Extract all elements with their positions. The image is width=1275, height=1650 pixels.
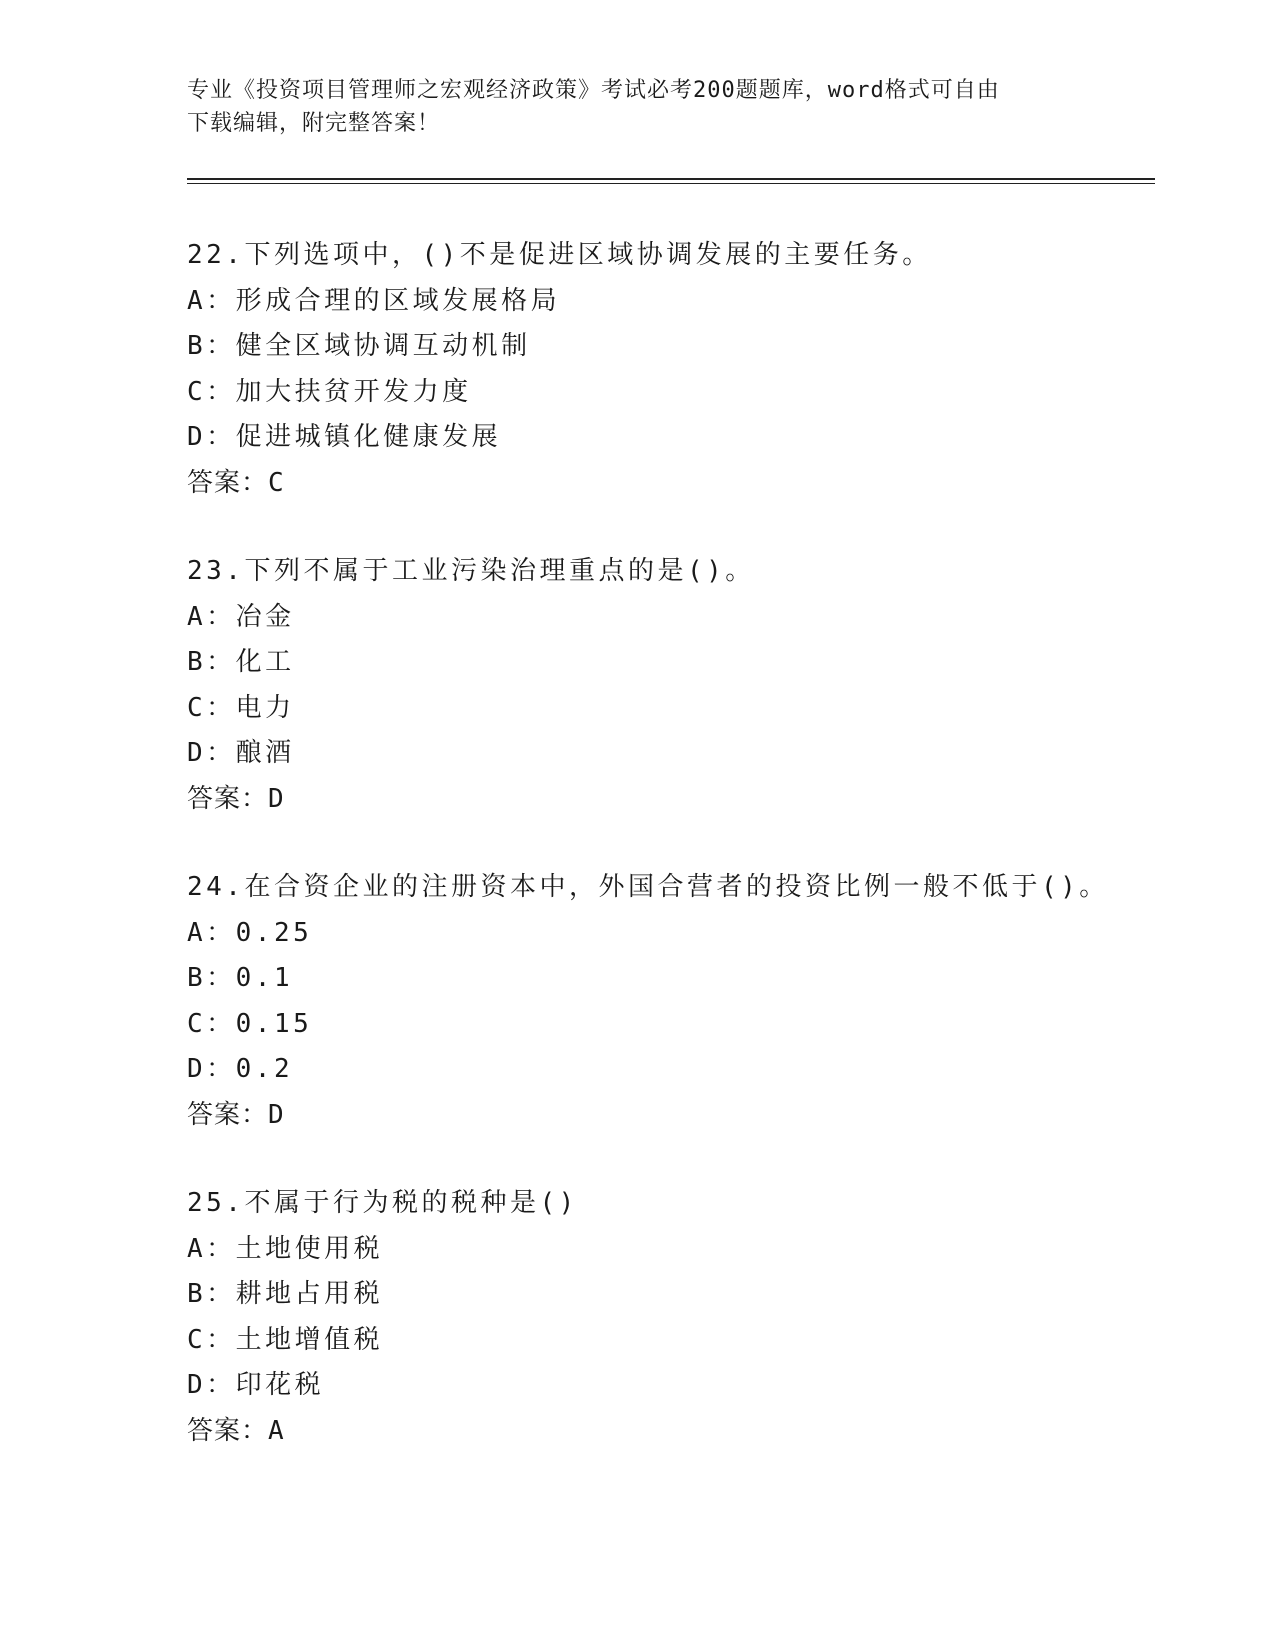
question-stem: 22.下列选项中，()不是促进区域协调发展的主要任务。 bbox=[187, 240, 932, 270]
answer-value: D bbox=[268, 1099, 284, 1130]
answer-label: 答案： bbox=[187, 1099, 269, 1130]
question-stem: 24.在合资企业的注册资本中，外国合营者的投资比例一般不低于()。 bbox=[187, 872, 1109, 902]
answer-label: 答案： bbox=[187, 783, 269, 814]
answer-line bbox=[187, 777, 1155, 823]
option-d: D：酿酒 bbox=[187, 738, 295, 768]
option-c: C：0.15 bbox=[187, 1008, 313, 1039]
option-d: D：印花税 bbox=[187, 1370, 325, 1400]
answer-label: 答案： bbox=[187, 1415, 269, 1446]
header-line-2: 下载编辑，附完整答案！ bbox=[187, 111, 441, 136]
question-list bbox=[187, 233, 1155, 1497]
option-c: C：加大扶贫开发力度 bbox=[187, 376, 472, 407]
answer-value: A bbox=[268, 1415, 284, 1446]
answer-line bbox=[187, 461, 1155, 507]
option-a: A：形成合理的区域发展格局 bbox=[187, 285, 561, 316]
option-a: A：土地使用税 bbox=[187, 1233, 384, 1264]
option-b: B：耕地占用税 bbox=[187, 1279, 384, 1309]
question-stem: 25.不属于行为税的税种是() bbox=[187, 1188, 578, 1218]
option-b: B：化工 bbox=[187, 647, 295, 677]
page-header bbox=[187, 74, 1067, 140]
option-c: C：电力 bbox=[187, 692, 295, 723]
option-d: D：促进城镇化健康发展 bbox=[187, 422, 502, 452]
option-d: D：0.2 bbox=[187, 1054, 294, 1084]
answer-value: C bbox=[268, 467, 284, 498]
question-stem: 23.下列不属于工业污染治理重点的是()。 bbox=[187, 556, 755, 586]
option-c: C：土地增值税 bbox=[187, 1324, 384, 1355]
answer-line bbox=[187, 1093, 1155, 1139]
header-line-1: 专业《投资项目管理师之宏观经济政策》考试必考200题题库，word格式可自由 bbox=[187, 78, 1000, 103]
question-25 bbox=[187, 1181, 1155, 1454]
option-b: B：0.1 bbox=[187, 963, 294, 993]
question-23 bbox=[187, 549, 1155, 822]
option-a: A：冶金 bbox=[187, 601, 295, 632]
answer-value: D bbox=[268, 783, 284, 814]
header-divider bbox=[187, 178, 1155, 184]
question-22 bbox=[187, 233, 1155, 506]
option-a: A：0.25 bbox=[187, 917, 313, 948]
answer-label: 答案： bbox=[187, 467, 269, 498]
answer-line bbox=[187, 1409, 1155, 1455]
option-b: B：健全区域协调互动机制 bbox=[187, 331, 531, 361]
question-24 bbox=[187, 865, 1155, 1138]
